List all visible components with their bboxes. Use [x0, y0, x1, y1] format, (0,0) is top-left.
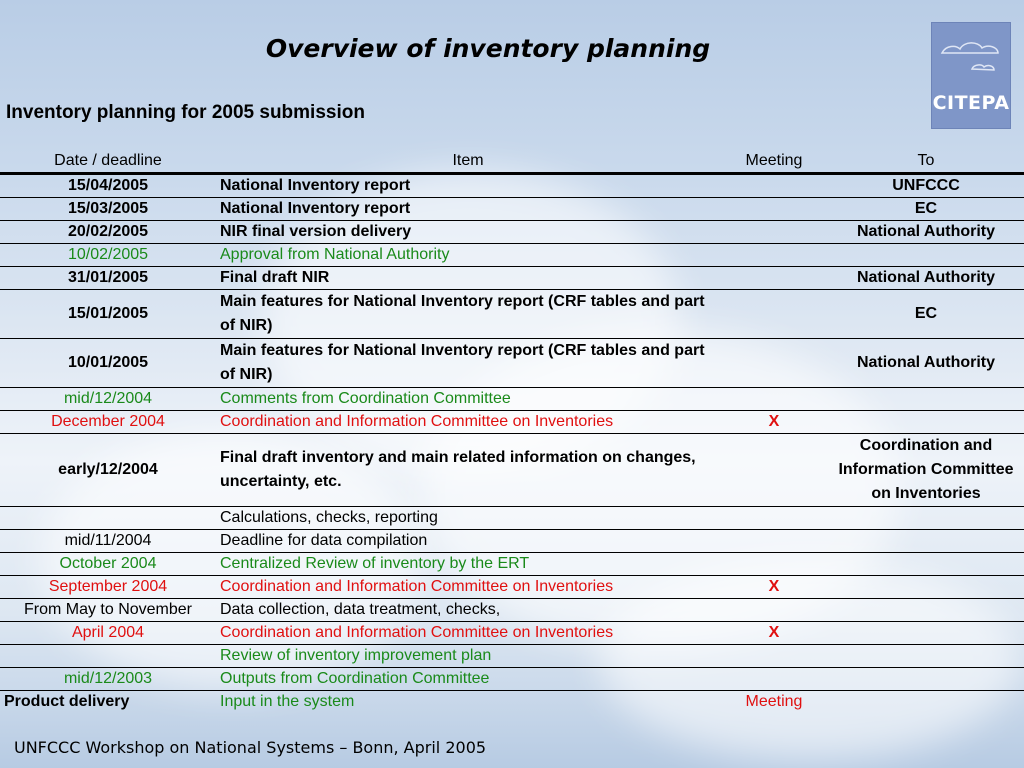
- row-to: [828, 553, 1024, 576]
- meeting-mark: X: [768, 578, 780, 595]
- row-to: Coordination and Information Committee on Inventories: [838, 437, 1014, 502]
- row-to: National Authority: [856, 223, 996, 240]
- row-date: early/12/2004: [58, 461, 158, 478]
- meeting-mark: X: [768, 413, 780, 430]
- slide-footer: UNFCCC Workshop on National Systems – Bonn, April 2005: [14, 738, 487, 757]
- row-to: [828, 388, 1024, 411]
- row-meeting: [720, 553, 828, 576]
- citepa-logo: [931, 22, 1011, 129]
- row-date: 15/01/2005: [67, 305, 149, 322]
- header-to: To: [917, 152, 935, 169]
- slide-title: Overview of inventory planning: [265, 34, 711, 63]
- row-to: EC: [914, 305, 938, 322]
- table-row: [0, 221, 1024, 244]
- slide-subtitle: Inventory planning for 2005 submission: [6, 102, 365, 123]
- table-row: [0, 198, 1024, 221]
- row-date: 15/04/2005: [67, 177, 149, 194]
- row-to: National Authority: [856, 354, 996, 371]
- table-row: [0, 576, 1024, 599]
- table-row: [0, 339, 1024, 388]
- row-item: Coordination and Information Committee on Inventories: [220, 624, 614, 641]
- row-to: UNFCCC: [892, 177, 960, 194]
- row-date: [0, 507, 216, 530]
- row-item: Final draft inventory and main related information on changes, uncertainty, etc.: [220, 449, 696, 490]
- table-row: [0, 244, 1024, 267]
- row-item: Deadline for data compilation: [220, 532, 428, 549]
- table-row: [0, 174, 1024, 198]
- row-item: National Inventory report: [220, 200, 411, 217]
- row-to: [828, 622, 1024, 645]
- logo-text: CITEPA: [932, 92, 1010, 114]
- legend-input: Input in the system: [220, 693, 355, 710]
- row-to: [828, 599, 1024, 622]
- row-date: April 2004: [71, 624, 145, 641]
- table-row: [0, 507, 1024, 530]
- planning-table: [0, 150, 1024, 713]
- table-row: [0, 411, 1024, 434]
- row-meeting: [720, 174, 828, 198]
- row-meeting: [720, 221, 828, 244]
- row-to: [828, 668, 1024, 691]
- table-row: [0, 645, 1024, 668]
- row-date: From May to November: [23, 601, 193, 618]
- row-meeting: [720, 290, 828, 339]
- row-item: Review of inventory improvement plan: [220, 647, 492, 664]
- legend-product-delivery: Product delivery: [4, 693, 130, 710]
- meeting-mark: X: [768, 624, 780, 641]
- row-item: Final draft NIR: [220, 269, 330, 286]
- row-date: mid/12/2003: [63, 670, 153, 687]
- row-to: [828, 244, 1024, 267]
- table-row: [0, 290, 1024, 339]
- row-meeting: [720, 645, 828, 668]
- header-item: Item: [452, 152, 484, 169]
- row-meeting: [720, 507, 828, 530]
- row-date: September 2004: [48, 578, 168, 595]
- header-date: Date / deadline: [54, 152, 162, 169]
- table-row: [0, 599, 1024, 622]
- row-item: Centralized Review of inventory by the ERT: [220, 555, 530, 572]
- row-date: 15/03/2005: [67, 200, 149, 217]
- table-row: [0, 388, 1024, 411]
- row-to: [828, 645, 1024, 668]
- row-date: mid/11/2004: [64, 532, 152, 549]
- row-date: December 2004: [51, 413, 165, 430]
- legend-meeting: Meeting: [745, 693, 803, 710]
- row-meeting: [720, 599, 828, 622]
- header-meeting: Meeting: [745, 152, 803, 169]
- row-to: EC: [914, 200, 938, 217]
- row-meeting: [720, 198, 828, 221]
- row-meeting: [720, 388, 828, 411]
- table-header-row: [0, 150, 1024, 174]
- legend-row: [0, 691, 1024, 714]
- row-item: Coordination and Information Committee on Inventories: [220, 578, 614, 595]
- row-item: Outputs from Coordination Committee: [220, 670, 490, 687]
- row-meeting: [720, 530, 828, 553]
- table-row: [0, 267, 1024, 290]
- row-item: Approval from National Authority: [220, 246, 450, 263]
- row-to: [828, 530, 1024, 553]
- row-to: [828, 576, 1024, 599]
- row-item: Data collection, data treatment, checks,: [220, 601, 501, 618]
- row-to: [828, 411, 1024, 434]
- row-meeting: [720, 434, 828, 507]
- legend-empty: [828, 691, 1024, 714]
- row-date: October 2004: [59, 555, 157, 572]
- row-date: mid/12/2004: [63, 390, 153, 407]
- row-item: Comments from Coordination Committee: [220, 390, 511, 407]
- row-to: National Authority: [856, 269, 996, 286]
- cloud-icon: [936, 33, 1006, 83]
- row-meeting: [720, 244, 828, 267]
- row-to: [828, 507, 1024, 530]
- row-meeting: [720, 339, 828, 388]
- row-date: 10/01/2005: [67, 354, 149, 371]
- row-item: Coordination and Information Committee on Inventories: [220, 413, 614, 430]
- table-row: [0, 434, 1024, 507]
- row-meeting: [720, 668, 828, 691]
- row-item: Main features for National Inventory report (CRF tables and part of NIR): [220, 342, 705, 383]
- row-item: Calculations, checks, reporting: [220, 509, 438, 526]
- row-date: [0, 645, 216, 668]
- row-item: National Inventory report: [220, 177, 411, 194]
- table-row: [0, 553, 1024, 576]
- table-row: [0, 668, 1024, 691]
- row-meeting: [720, 267, 828, 290]
- row-item: NIR final version delivery: [220, 223, 412, 240]
- table-row: [0, 622, 1024, 645]
- row-date: 20/02/2005: [67, 223, 149, 240]
- table-row: [0, 530, 1024, 553]
- row-date: 10/02/2005: [67, 246, 149, 263]
- row-date: 31/01/2005: [67, 269, 149, 286]
- row-item: Main features for National Inventory report (CRF tables and part of NIR): [220, 293, 705, 334]
